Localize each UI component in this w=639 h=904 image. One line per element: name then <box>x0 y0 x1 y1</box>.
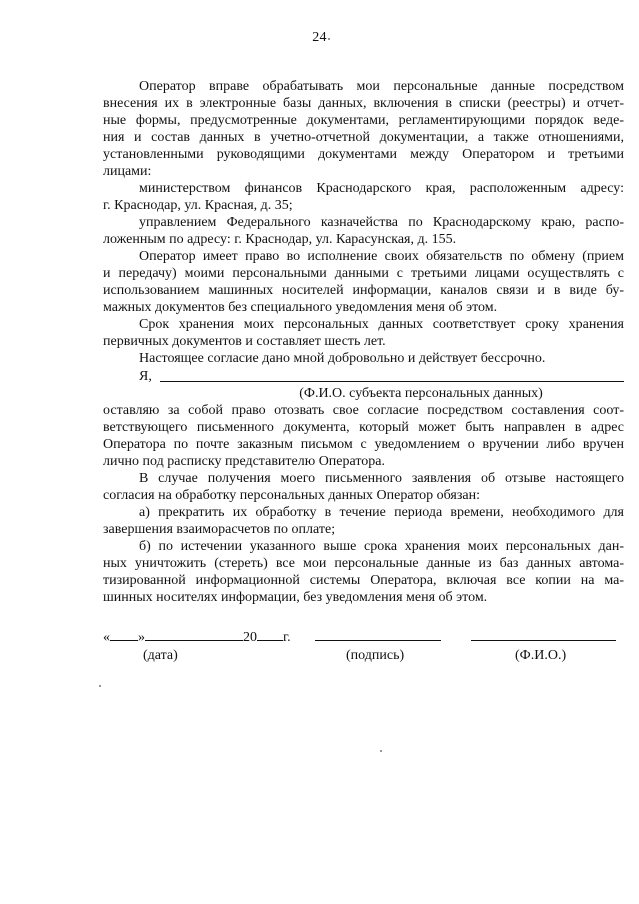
text-line: внесения их в электронные базы данных, включения в списки (реестры) и отчет- <box>103 96 624 111</box>
text-line: лицами: <box>103 164 152 179</box>
scan-speck <box>99 685 101 687</box>
paragraph-storage-period <box>103 316 624 350</box>
text-line: ные формы, предусмотренные документами, регламентирующими порядок веде- <box>103 113 624 128</box>
month-blank[interactable] <box>145 627 243 641</box>
subject-name-field[interactable] <box>160 367 624 382</box>
date-field <box>103 627 291 646</box>
signature-field <box>315 627 441 646</box>
text-line: В случае получения моего письменного заявления об отзыве настоящего <box>139 471 624 486</box>
signature-caption: (подпись) <box>346 648 405 663</box>
text-line: завершения взаиморасчетов по оплате; <box>103 522 336 537</box>
paragraph-treasury <box>103 214 624 248</box>
paragraph-withdrawal-right <box>103 402 624 470</box>
scan-speck <box>328 38 330 40</box>
text-line: использованием машинных носителей информации, каналов связи и в виде бу- <box>103 283 624 298</box>
text-line: первичных документов и составляет шесть лет. <box>103 334 386 349</box>
text-line: министерством финансов Краснодарского края, расположенным адресу: <box>139 181 624 196</box>
text-line: Оператор имеет право во исполнение своих обязательств по обмену (прием <box>139 249 624 264</box>
text-line: ния и состав данных в учетно-отчетной документации, а также отношениями, <box>103 130 624 145</box>
text-line: мажных документов без специального уведомления меня об этом. <box>103 300 498 315</box>
text-line: ных уничтожить (стереть) все мои персональные данные из баз данных автома- <box>103 556 624 571</box>
text-line: тизированной информационной системы Оператора, включая все копии на ма- <box>103 573 624 588</box>
text-line: г. Краснодар, ул. Красная, д. 35; <box>103 198 293 213</box>
text-line: лично под расписку представителю Оператора. <box>103 454 386 469</box>
text-line: ветствующего письменного документа, который может быть направлен в адрес <box>103 420 624 435</box>
signature-block <box>103 626 624 664</box>
page-number: 24 <box>312 30 327 45</box>
name-caption: (Ф.И.О.) <box>515 648 567 663</box>
signature-blank[interactable] <box>315 627 441 641</box>
subject-prefix: Я, <box>139 369 152 384</box>
text-line: согласия на обработку персональных данных Оператор обязан: <box>103 488 480 503</box>
text-line: Оператор вправе обрабатывать мои персональные данные посредством <box>139 79 624 94</box>
document-body <box>103 78 624 606</box>
text-line: Оператора по почте заказным письмом с уведомлением о вручении либо вручен <box>103 437 624 452</box>
text-line: Настоящее согласие дано мной добровольно и действует бессрочно. <box>139 351 546 366</box>
text-line: б) по истечении указанного выше срока хранения моих персональных дан- <box>139 539 624 554</box>
year-suffix: г. <box>283 630 291 645</box>
text-line: Срок хранения моих персональных данных соответствует сроку хранения <box>139 317 624 332</box>
subject-name-line <box>103 367 624 385</box>
paragraph-withdrawal-obligations <box>103 470 624 504</box>
text-line: установленными руководящими документами между Оператором и третьими <box>103 147 624 162</box>
paragraph-obligation-a <box>103 504 624 538</box>
year-prefix: 20 <box>243 630 257 645</box>
open-quote: « <box>103 630 110 645</box>
year-blank[interactable] <box>257 627 283 641</box>
day-blank[interactable] <box>110 627 138 641</box>
subject-name-caption: (Ф.И.О. субъекта персональных данных) <box>299 386 543 401</box>
paragraph-operator-processing <box>103 78 624 180</box>
name-field <box>471 627 616 646</box>
text-line: оставляю за собой право отозвать свое согласие посредством составления соот- <box>103 403 624 418</box>
paragraph-third-party-exchange <box>103 248 624 316</box>
signature-fields-row <box>103 626 624 646</box>
text-line: управлением Федерального казначейства по Краснодарскому краю, распо- <box>139 215 624 230</box>
close-quote: » <box>138 630 145 645</box>
scan-speck <box>380 750 382 752</box>
name-blank[interactable] <box>471 627 616 641</box>
text-line: и передачу) моими персональными данными с третьими лицами осуществлять с <box>103 266 624 281</box>
paragraph-ministry-finance <box>103 180 624 214</box>
signature-captions-row <box>103 646 624 664</box>
text-line: а) прекратить их обработку в течение периода времени, необходимого для <box>139 505 624 520</box>
text-line: ложенным по адресу: г. Краснодар, ул. Карасунская, д. 155. <box>103 232 457 247</box>
paragraph-obligation-b <box>103 538 624 606</box>
paragraph-voluntary-consent <box>103 350 624 367</box>
text-line: шинных носителях информации, без уведомления меня об этом. <box>103 590 488 605</box>
date-caption: (дата) <box>143 648 178 663</box>
